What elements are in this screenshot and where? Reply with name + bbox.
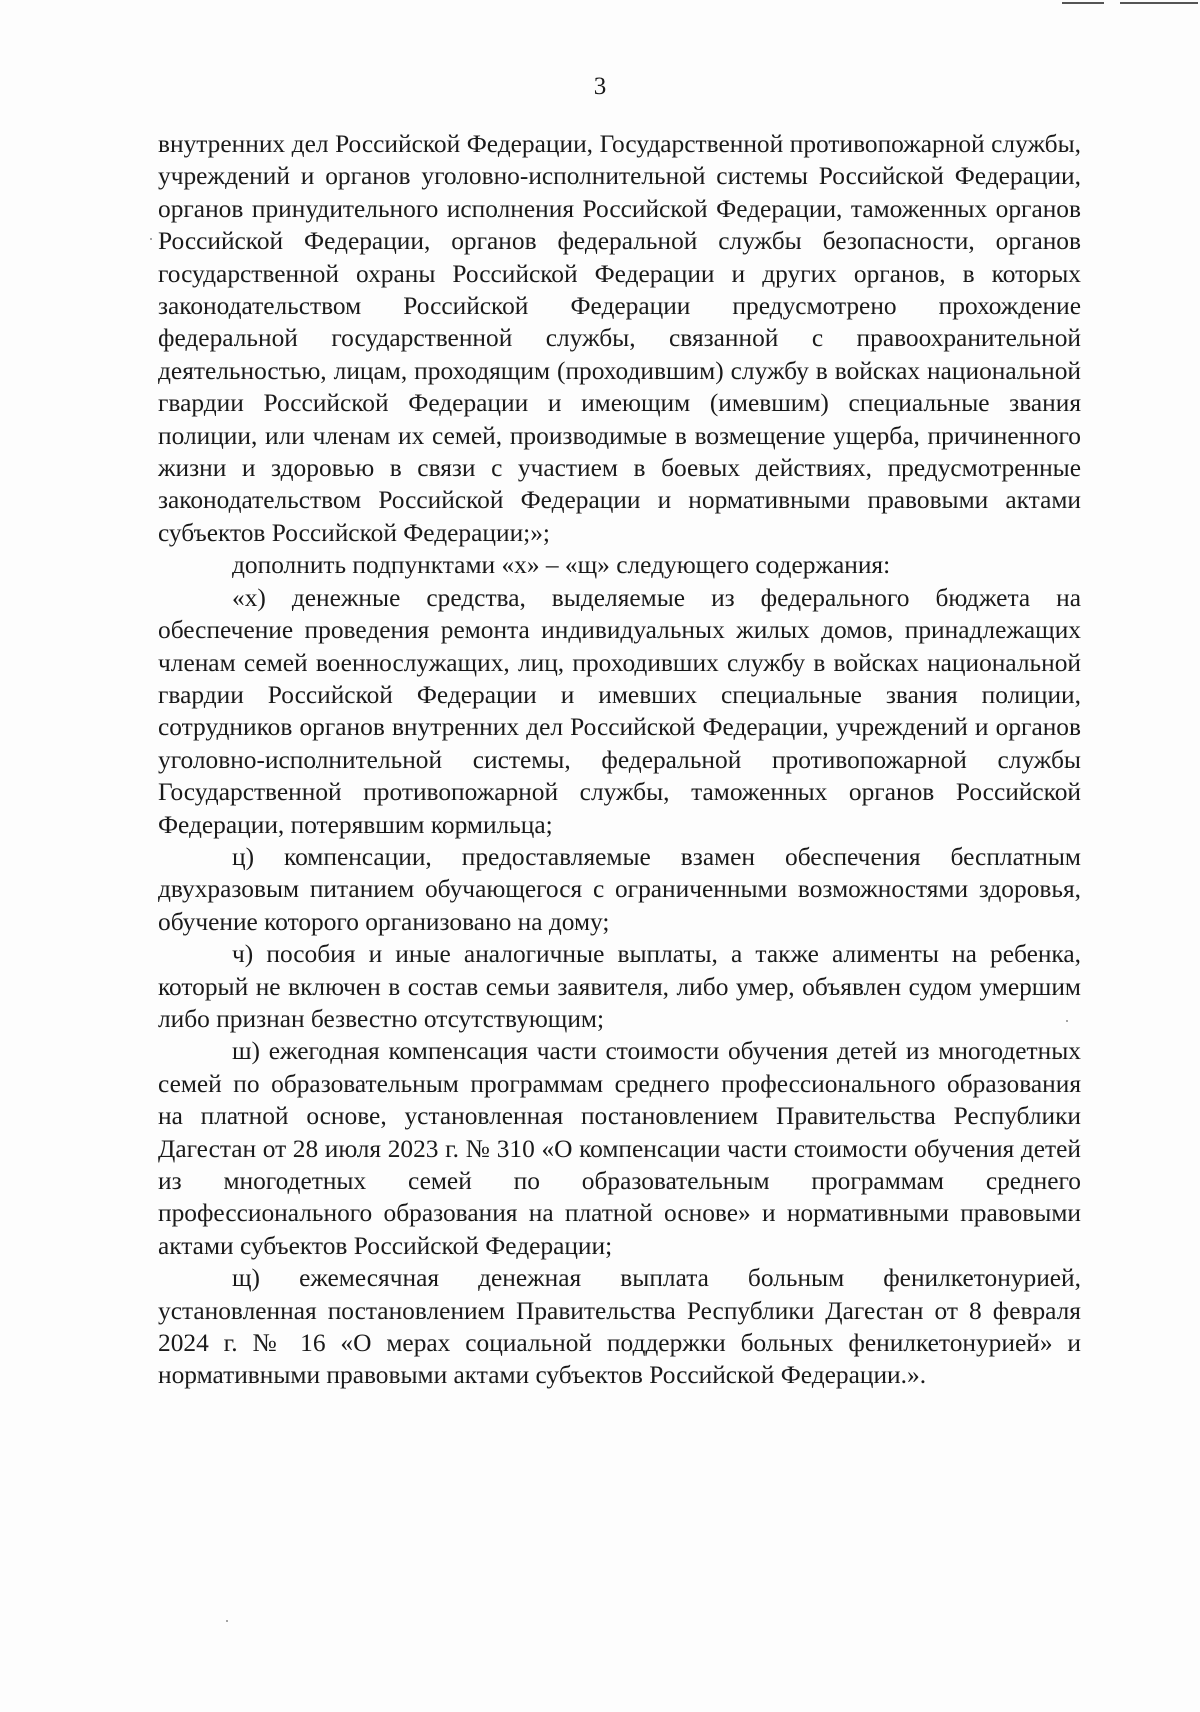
scan-edge-mark	[1062, 2, 1104, 4]
paragraph-continuation: внутренних дел Российской Федерации, Государственной противопожарной службы, учреждений и органов уголовно-исполнительной системы Российской Федерации, органов принудительного исполнения Российской Федерации, таможенных органов Российской Федерации, органов федеральной службы безопасности, органов государственной охраны Российской Федерации и других органов, в которых законодательством Российской Федерации предусмотрено прохождение федеральной государственной службы, связанной с правоохранительной деятельностью, лицам, проходящим (проходившим) службу в войсках национальной гвардии Российской Федерации и имеющим (имевшим) специальные звания полиции, или членам их семей, производимые в возмещение ущерба, причиненного жизни и здоровью в связи с участием в боевых действиях, предусмотренные законодательством Российской Федерации и нормативными правовыми актами субъектов Российской Федерации;»;	[158, 130, 1081, 547]
paragraph-subitem-shch: щ) ежемесячная денежная выплата больным фенилкетонурией, установленная постановлением Правительства Республики Дагестан от 8 февраля 2024 г. № 16 «О мерах социальной поддержки больных фенилкетонурией» и нормативными правовыми актами субъектов Российской Федерации.».	[158, 1264, 1081, 1390]
document-body	[158, 128, 1081, 1392]
paragraph-amendment-intro: дополнить подпунктами «х» – «щ» следующего содержания:	[232, 551, 891, 580]
paragraph-subitem-sh: ш) ежегодная компенсация части стоимости обучения детей из многодетных семей по образовательным программам среднего профессионального образования на платной основе, установленная постановлением Правительства Республики Дагестан от 28 июля 2023 г. № 310 «О компенсации части стоимости обучения детей из многодетных семей по образовательным программам среднего профессионального образования на платной основе» и нормативными правовыми актами субъектов Российской Федерации;	[158, 1037, 1081, 1260]
scan-edge-mark	[1120, 2, 1198, 4]
paragraph-subitem-ts: ц) компенсации, предоставляемые взамен обеспечения бесплатным двухразовым питанием обучающегося с ограниченными возможностями здоровья, обучение которого организовано на дому;	[158, 842, 1081, 936]
scan-speck	[150, 238, 152, 240]
paragraph-subitem-ch: ч) пособия и иные аналогичные выплаты, а также алименты на ребенка, который не включен в состав семьи заявителя, либо умер, объявлен судом умершим либо признан безвестно отсутствующим;	[158, 940, 1081, 1033]
page-number: 3	[593, 73, 607, 100]
paragraph-subitem-kh: «х) денежные средства, выделяемые из федерального бюджета на обеспечение проведения ремонта индивидуальных жилых домов, принадлежащих членам семей военнослужащих, лиц, проходивших службу в войсках национальной гвардии Российской Федерации и имевших специальные звания полиции, сотрудников органов внутренних дел Российской Федерации, учреждений и органов уголовно-исполнительной системы, федеральной противопожарной службы Государственной противопожарной службы, таможенных органов Российской Федерации, потерявшим кормильца;	[158, 583, 1081, 839]
scan-speck	[1066, 1020, 1068, 1022]
scan-speck	[226, 1620, 228, 1622]
